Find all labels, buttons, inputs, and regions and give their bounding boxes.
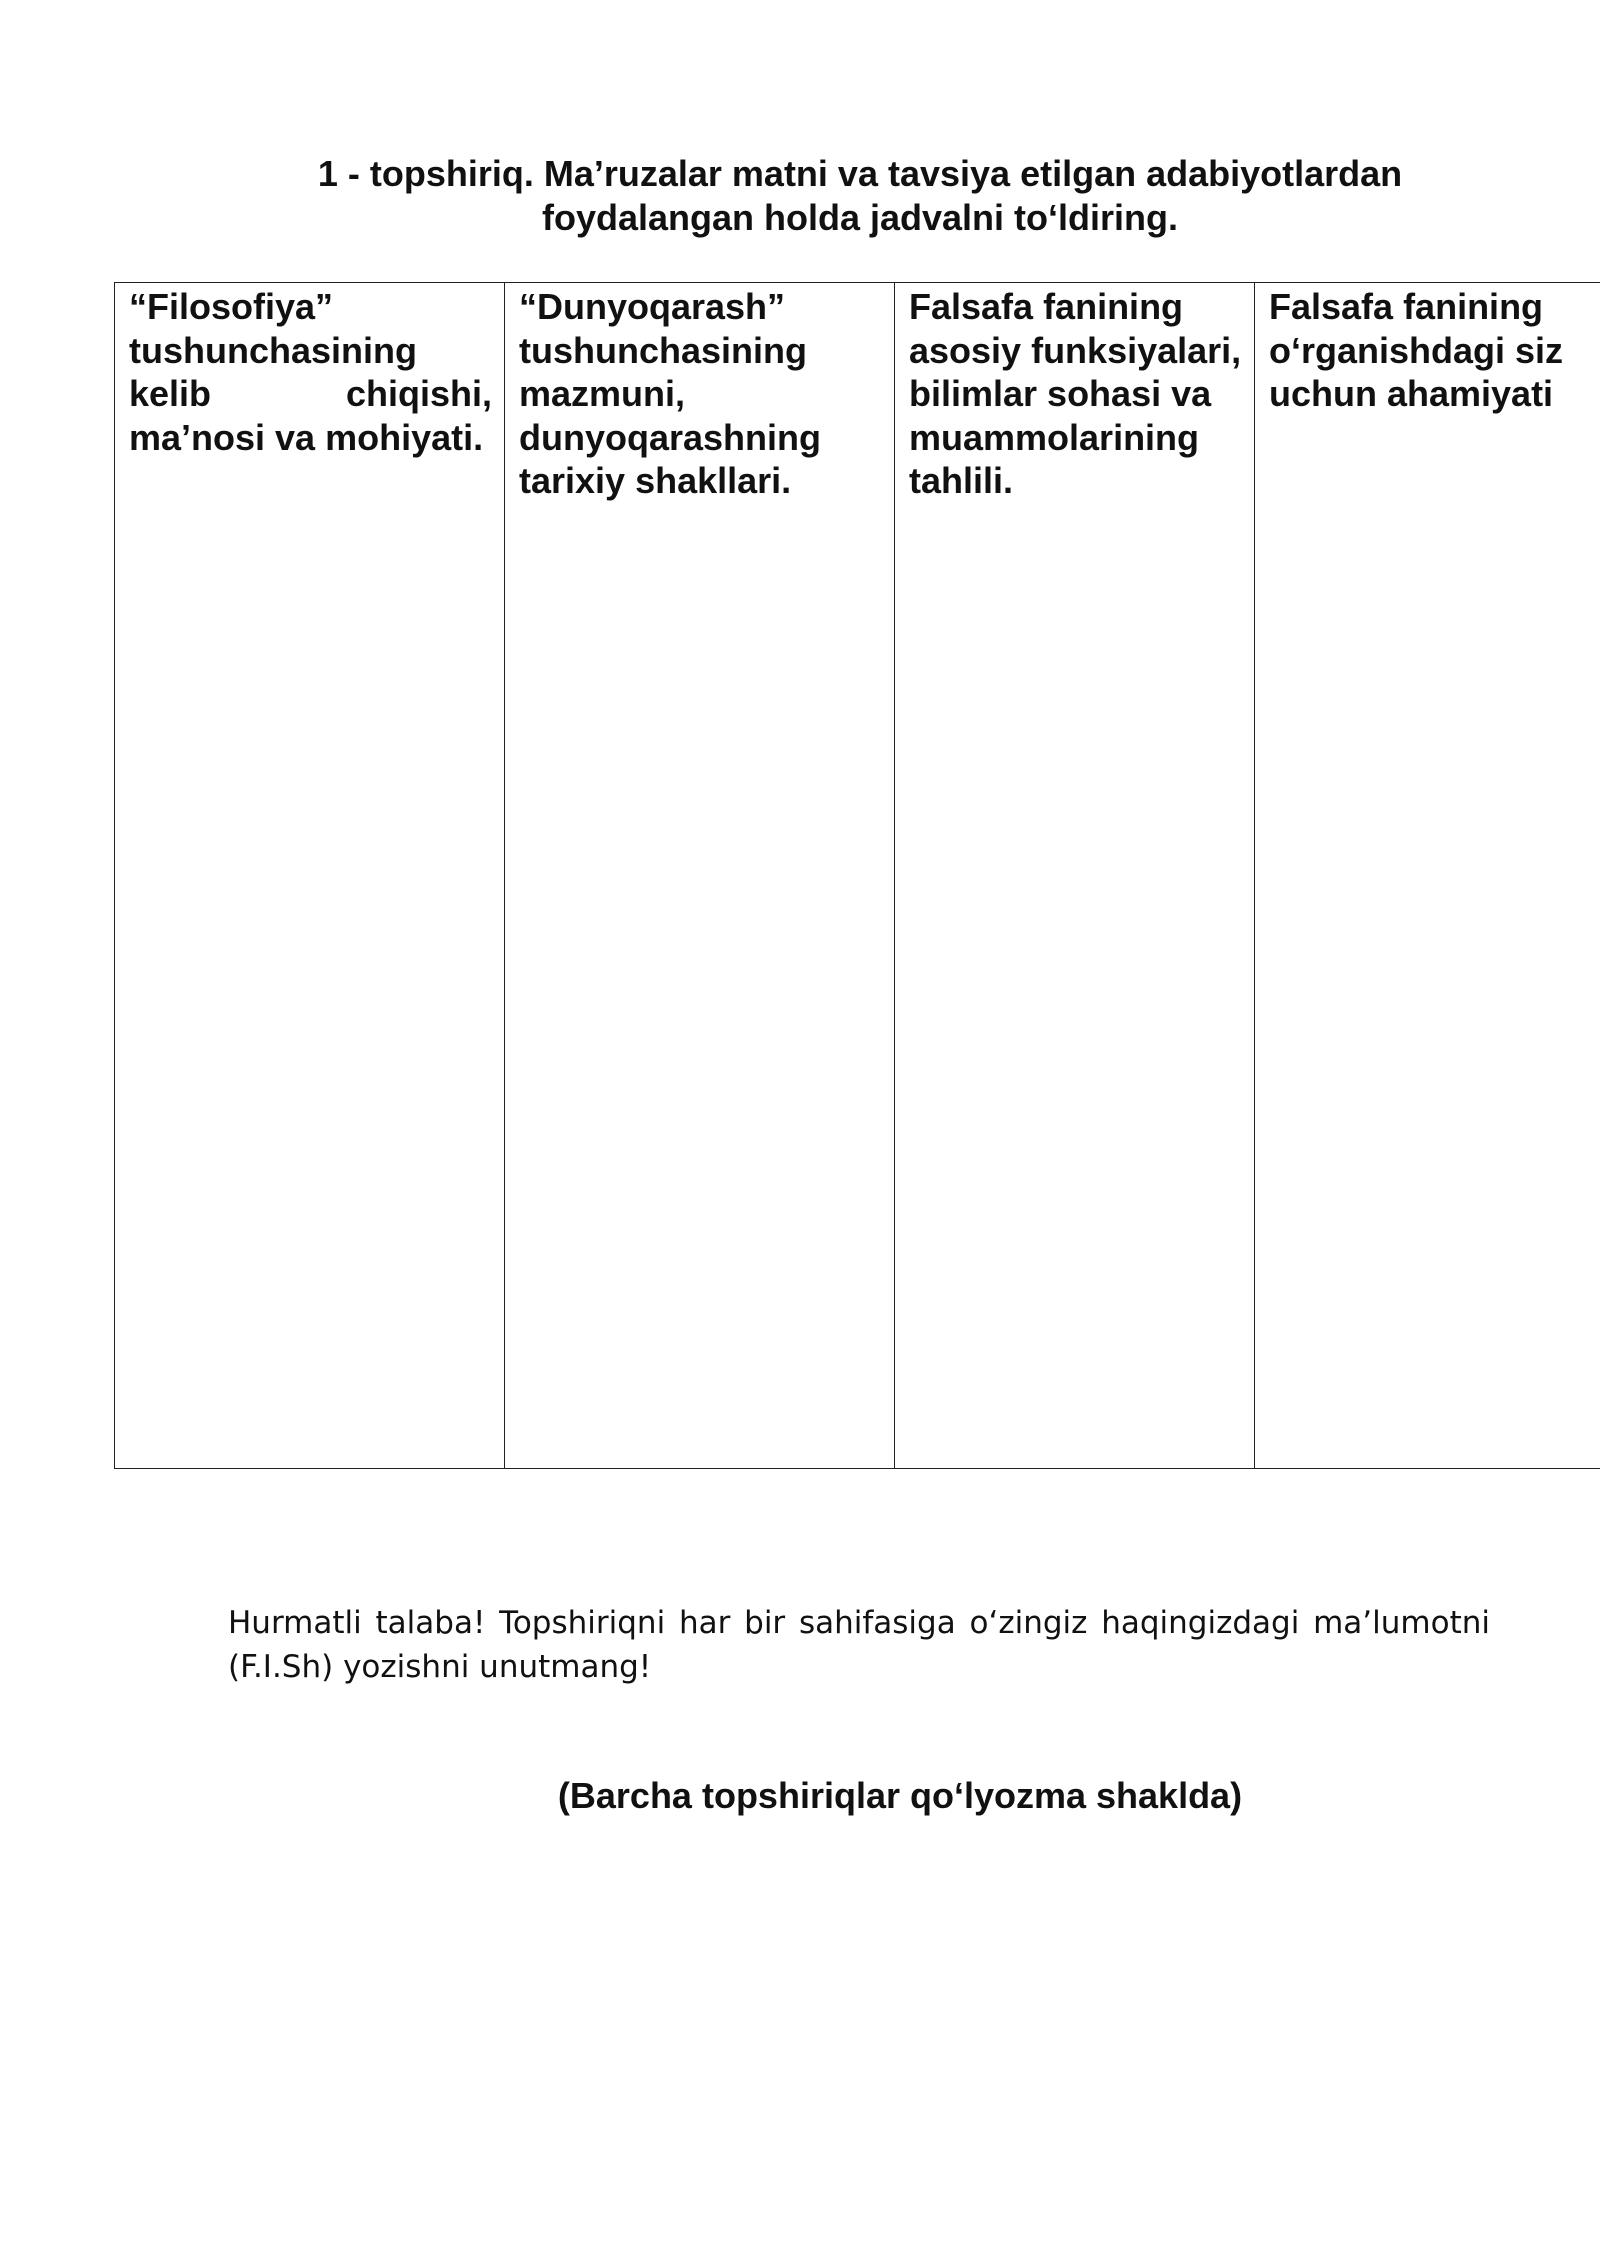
handwritten-note: (Barcha topshiriqlar qo‘lyozma shaklda)	[557, 1775, 1243, 1816]
table-cell-dunyoqarash[interactable]: “Dunyoqarash” tushunchasining mazmuni, dunyoqarashning tarixiy shakllari.	[505, 283, 895, 1469]
table-cell-ahamiyati[interactable]: Falsafa fanining o‘rganishdagi siz uchun ahamiyati	[1255, 283, 1600, 1469]
table-cell-filosofiya[interactable]: “Filosofiya” tushunchasining kelib chiqishi, ma’nosi va mohiyati.	[115, 283, 505, 1469]
table-cell-funksiyalari[interactable]: Falsafa fanining asosiy funksiyalari, bilimlar sohasi va muammolarining tahlili.	[895, 283, 1255, 1469]
task-title-line-1: 1 - topshiriq. Ma’ruzalar matni va tavsiya etilgan adabiyotlardan	[317, 153, 1403, 194]
task-table	[114, 282, 1600, 1469]
task-title-line-2: foydalangan holda jadvalni to‘ldiring.	[541, 197, 1179, 238]
table-row	[115, 283, 1600, 1469]
student-reminder: Hurmatli talaba! Topshiriqni har bir sahifasiga o‘zingiz haqingizdagi ma’lumotni (F.I.Sh) yozishni unutmang!	[228, 1605, 1490, 1685]
task-title	[260, 152, 1460, 240]
